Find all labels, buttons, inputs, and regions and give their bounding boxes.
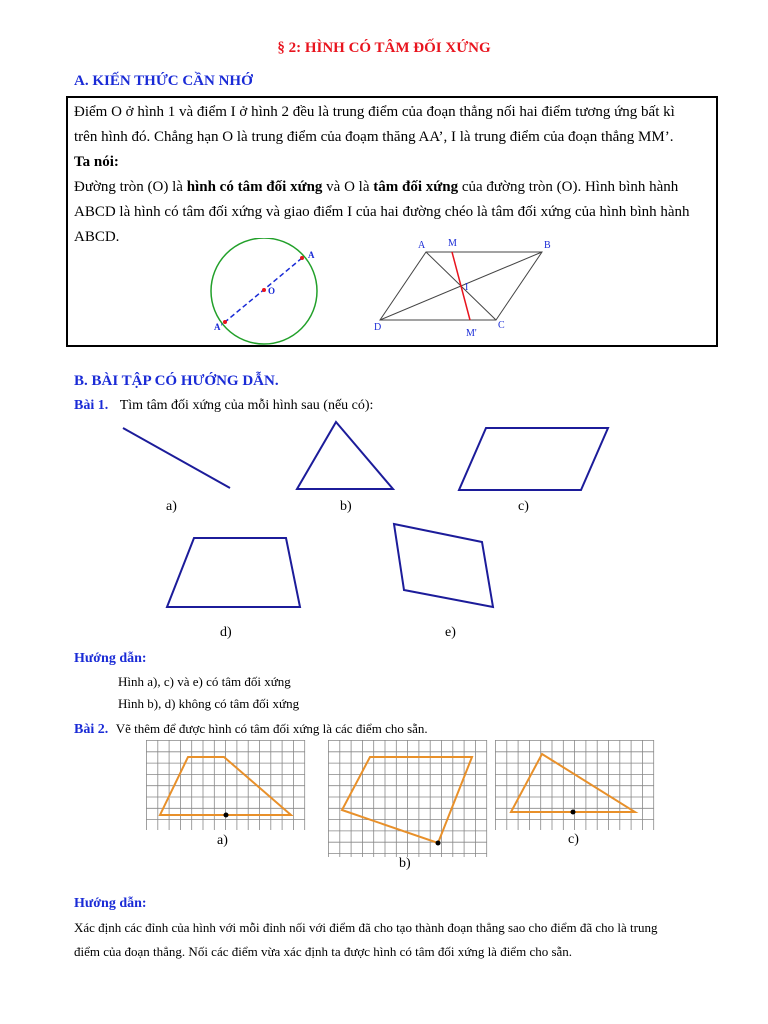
label-m-prime: M' <box>466 328 477 339</box>
knowledge-line-3 <box>74 175 714 200</box>
shape-e-quadrilateral <box>394 524 493 607</box>
bai1-label: Bài 1. <box>74 398 109 413</box>
huong-dan-1-line-1: Hình a), c) và e) có tâm đối xứng <box>118 674 291 689</box>
grid-label-c: c) <box>568 832 579 847</box>
label-a: A <box>308 250 315 260</box>
label-m: M <box>448 238 457 249</box>
huong-dan-2-line-2: điểm của đoạn thẳng. Nối các điểm vừa xác định ta được hình có tâm đối xứng là điểm cho sẵn. <box>74 944 573 959</box>
bai2-label: Bài 2. <box>74 722 109 737</box>
text-part: và O là <box>322 179 374 195</box>
grid-c-center-point <box>571 810 576 815</box>
label-a-prime: A' <box>214 322 223 332</box>
label-i: I <box>465 282 469 293</box>
knowledge-line-5: ABCD. <box>74 229 120 245</box>
grid-label-a: a) <box>217 833 228 848</box>
shape-a-segment <box>123 428 230 488</box>
text-part: của đường tròn (O). Hình bình hành <box>458 179 679 195</box>
section-a-heading: A. KIẾN THỨC CẦN NHỚ <box>74 73 253 89</box>
point-a-prime <box>223 320 227 324</box>
bold-term-2: tâm đối xứng <box>373 179 459 195</box>
fig-label-c: c) <box>518 499 529 514</box>
knowledge-line-4: ABCD là hình có tâm đối xứng và giao điểm I của hai đường chéo là tâm đối xứng của hình bình hành <box>74 204 690 220</box>
grid-a-center-point <box>224 813 229 818</box>
fig-label-b: b) <box>340 499 352 514</box>
ta-noi-label: Ta nói: <box>74 154 119 170</box>
bai1-shapes <box>0 410 768 630</box>
fig-label-e: e) <box>445 625 456 640</box>
label-b: B <box>544 240 551 251</box>
huong-dan-2-line-1: Xác định các đỉnh của hình với mỗi đỉnh nối với điểm đã cho tạo thành đoạn thẳng sao cho điểm đã cho là trung <box>74 920 658 935</box>
bai2 <box>74 721 428 738</box>
label-d: D <box>374 322 382 333</box>
point-o <box>262 288 266 292</box>
page-title: § 2: HÌNH CÓ TÂM ĐỐI XỨNG <box>277 40 491 56</box>
grid-b <box>328 740 488 858</box>
point-a <box>300 256 304 260</box>
knowledge-line-2: trên hình đó. Chẳng hạn O là trung điểm của đoạm thăng AA’, I là trung điểm của đoạn thẳng MM’. <box>74 129 674 145</box>
grid-a <box>146 740 306 832</box>
text-part: Đường tròn (O) là <box>74 179 187 195</box>
shape-d-trapezoid <box>167 538 300 607</box>
knowledge-box <box>66 96 718 347</box>
grid-c <box>495 740 655 832</box>
bold-term-1: hình có tâm đối xứng <box>186 179 323 195</box>
huong-dan-1-label: Hướng dẫn: <box>74 651 147 666</box>
bai1-text: Tìm tâm đối xứng của mỗi hình sau (nếu có): <box>119 398 374 413</box>
circle-figure <box>198 238 328 348</box>
label-o: O <box>268 286 276 296</box>
label-a: A <box>418 240 426 251</box>
knowledge-line-1: Điểm O ở hình 1 và điểm I ở hình 2 đều là trung điểm của đoạn thẳng nối hai điểm tương ứng bất kì <box>74 104 675 120</box>
fig-label-a: a) <box>166 499 177 514</box>
bai2-text: Vẽ thêm để được hình có tâm đối xứng là các điểm cho sẵn. <box>115 721 428 736</box>
section-b-heading: B. BÀI TẬP CÓ HƯỚNG DẪN. <box>74 373 279 389</box>
parallelogram-figure <box>368 236 568 344</box>
shape-b-triangle <box>297 422 393 489</box>
huong-dan-2-label: Hướng dẫn: <box>74 896 147 911</box>
shape-c-parallelogram <box>459 428 608 490</box>
grid-b-center-point <box>436 841 441 846</box>
grid-label-b: b) <box>399 856 411 871</box>
label-c: C <box>498 320 505 331</box>
huong-dan-1-line-2: Hình b), d) không có tâm đối xứng <box>118 696 300 711</box>
fig-label-d: d) <box>220 625 232 640</box>
